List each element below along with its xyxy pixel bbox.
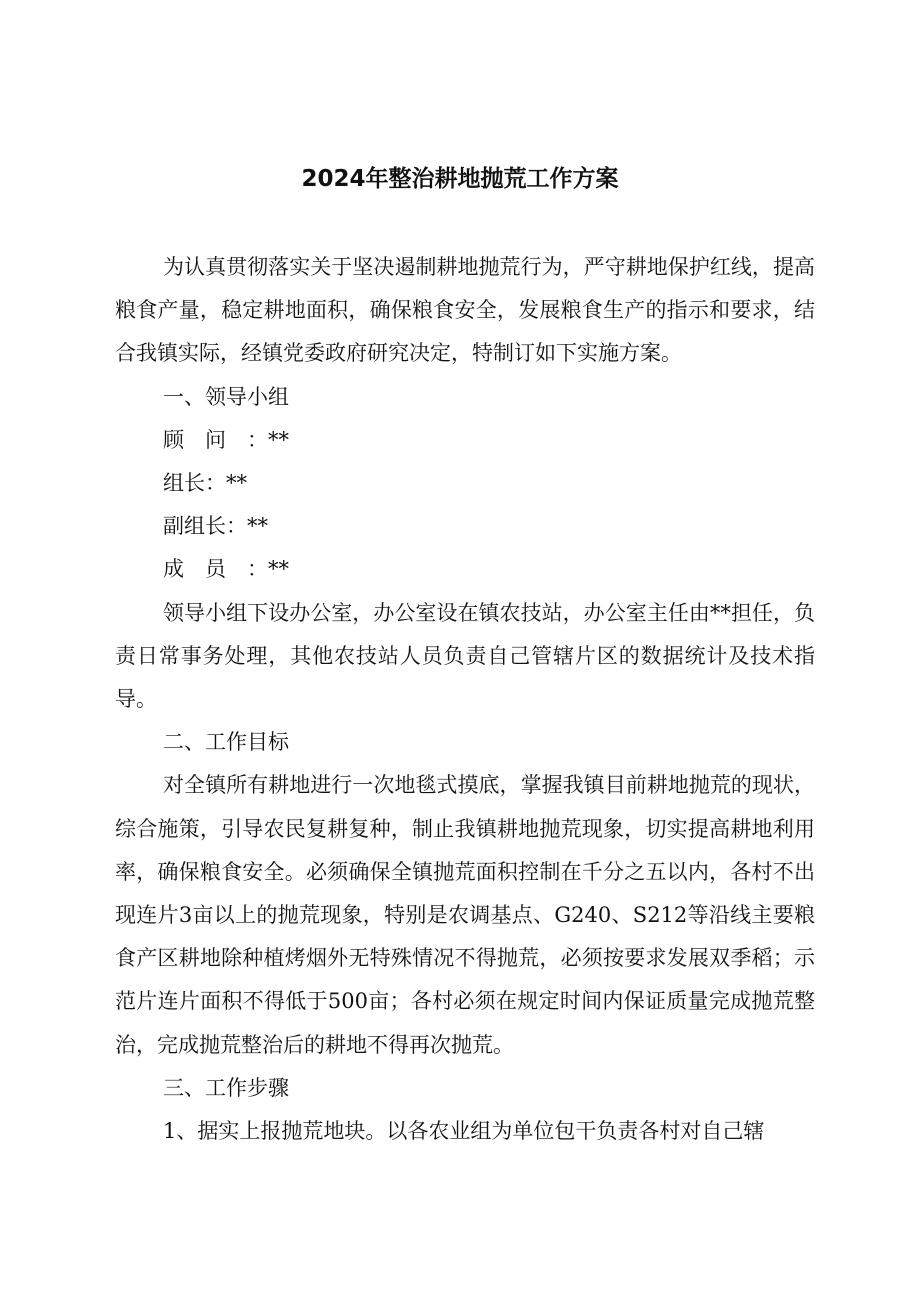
member-sep: ： <box>247 557 268 582</box>
member-label: 副组长 <box>163 514 226 539</box>
step-1-paragraph: 1、据实上报抛荒地块。以各农业组为单位包干负责各村对自己辖 <box>163 1119 765 1144</box>
section-heading-goals: 二、工作目标 <box>163 730 289 755</box>
goals-paragraph: 对全镇所有耕地进行一次地毯式摸底，掌握我镇目前耕地抛荒的现状，综合施策，引导农民复耕复种，制止我镇耕地抛荒现象，切实提高耕地利用率，确保粮食安全。必须确保全镇抛荒面积控制在千分之五以内，各村不出现连片3亩以上的抛荒现象，特别是农调基点、G240、S212等沿线主要粮食产区耕地除种植烤烟外无特殊情况不得抛荒，必须按要求发展双季稻；示范片连片面积不得低于500亩；各村必须在规定时间内保证质量完成抛荒整治，完成抛荒整治后的耕地不得再次抛荒。 <box>115 773 815 1057</box>
section-heading-leadership: 一、领导小组 <box>163 384 289 409</box>
document-body <box>115 246 815 1153</box>
member-label: 顾问 <box>163 427 247 452</box>
member-sep: ： <box>226 514 247 539</box>
member-value: ** <box>247 514 268 539</box>
member-value: ** <box>268 427 289 452</box>
member-label: 组长 <box>163 471 205 496</box>
member-row-members <box>115 548 815 591</box>
section-heading-steps: 三、工作步骤 <box>163 1075 289 1100</box>
document-title: 2024年整治耕地抛荒工作方案 <box>301 166 619 192</box>
office-paragraph: 领导小组下设办公室，办公室设在镇农技站，办公室主任由**担任，负责日常事务处理，其他农技站人员负责自己管辖片区的数据统计及技术指导。 <box>115 600 815 712</box>
member-label: 成员 <box>163 557 247 582</box>
member-value: ** <box>226 471 247 496</box>
member-value: ** <box>268 557 289 582</box>
member-sep: ： <box>247 427 268 452</box>
member-row-deputy-leader <box>115 505 815 548</box>
member-row-advisor <box>115 419 815 462</box>
member-sep: ： <box>205 471 226 496</box>
intro-paragraph: 为认真贯彻落实关于坚决遏制耕地抛荒行为，严守耕地保护红线，提高粮食产量，稳定耕地面积，确保粮食安全，发展粮食生产的指示和要求，结合我镇实际，经镇党委政府研究决定，特制订如下实施方案。 <box>115 255 815 366</box>
member-row-leader <box>115 462 815 505</box>
